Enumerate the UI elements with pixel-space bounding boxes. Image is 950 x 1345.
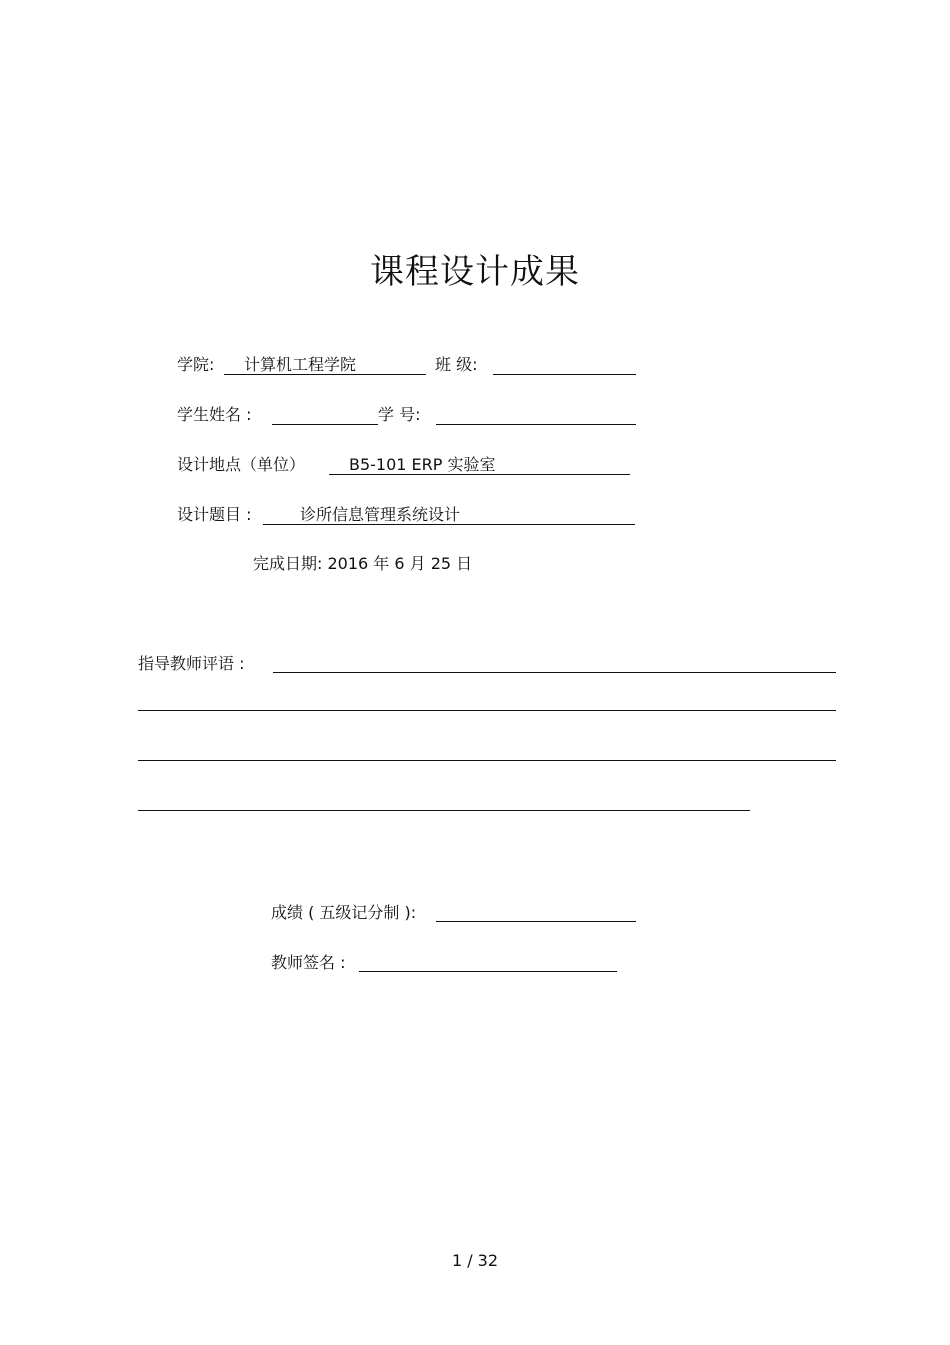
topic-value: 诊所信息管理系统设计 — [300, 505, 461, 524]
comment-line-4 — [138, 810, 750, 811]
teacher-comment-label: 指导教师评语 : — [138, 654, 245, 673]
student-name-label: 学生姓名 : — [177, 405, 252, 424]
page-title: 课程设计成果 — [370, 252, 580, 292]
student-id-label: 学 号: — [378, 405, 421, 424]
topic-label: 设计题目 : — [177, 505, 252, 524]
comment-line-2 — [138, 710, 836, 711]
class-label: 班 级: — [435, 355, 478, 374]
completion-date: 完成日期: 2016 年 6 月 25 日 — [253, 554, 473, 573]
location-underline — [329, 474, 630, 475]
class-underline — [493, 374, 636, 375]
college-underline — [224, 374, 426, 375]
signature-underline — [359, 971, 617, 972]
location-value: B5-101 ERP 实验室 — [349, 455, 496, 474]
student-name-underline — [272, 424, 378, 425]
location-label: 设计地点（单位） — [177, 455, 306, 474]
comment-line-1 — [273, 672, 836, 673]
teacher-signature-label: 教师签名 : — [271, 953, 346, 972]
topic-underline — [263, 524, 635, 525]
page-number: 1 / 32 — [451, 1251, 499, 1270]
college-label: 学院: — [177, 355, 215, 374]
college-value: 计算机工程学院 — [244, 355, 357, 374]
grade-label: 成绩 ( 五级记分制 ): — [271, 903, 417, 922]
grade-underline — [436, 921, 636, 922]
comment-line-3 — [138, 760, 836, 761]
student-id-underline — [436, 424, 636, 425]
